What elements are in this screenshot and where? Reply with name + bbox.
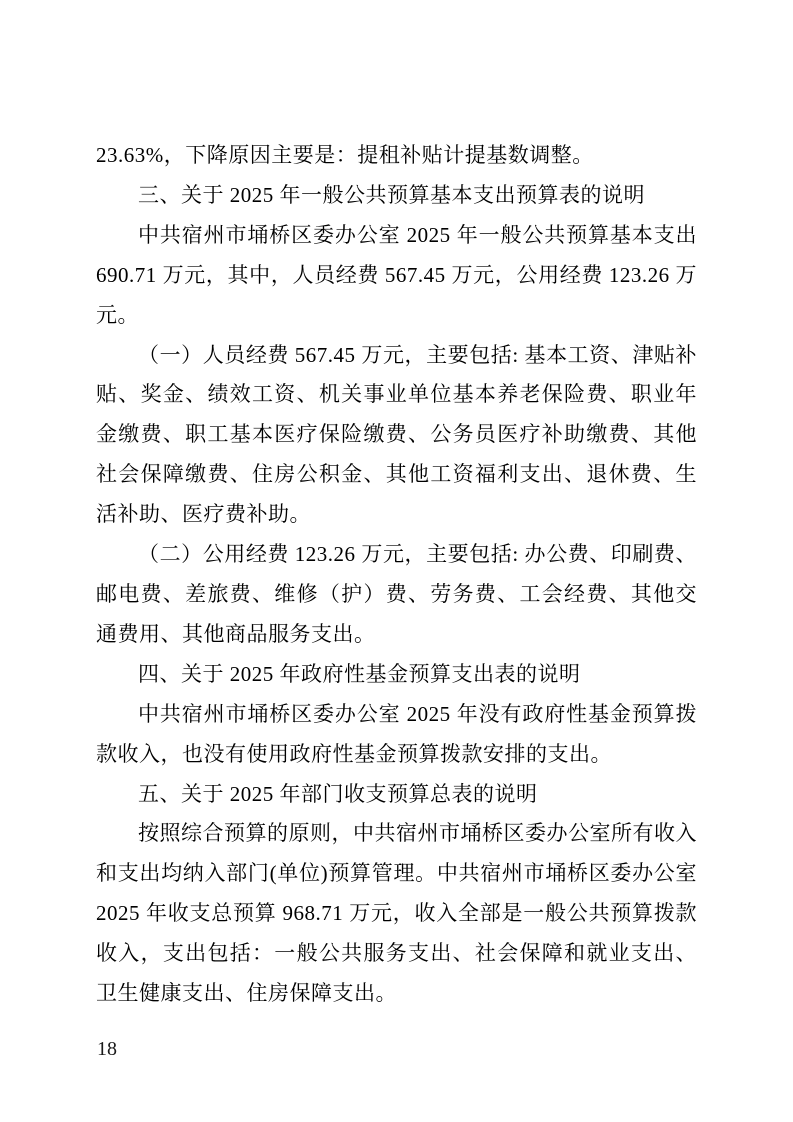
paragraph-basic-expenditure-total: 中共宿州市埇桥区委办公室 2025 年一般公共预算基本支出 690.71 万元，其中，人员经费 567.45 万元，公用经费 123.26 万元。: [96, 222, 697, 327]
paragraph-government-fund-statement: 中共宿州市埇桥区委办公室 2025 年没有政府性基金预算拨款收入，也没有使用政府性基金预算拨款安排的支出。: [96, 701, 697, 766]
paragraph-revenue-expenditure-summary: 按照综合预算的原则，中共宿州市埇桥区委办公室所有收入和支出均纳入部门(单位)预算管理。中共宿州市埇桥区委办公室 2025 年收支总预算 968.71 万元，收入全部是一般公共预算拨款收入，支出包括：一般公共服务支出、社会保障和就业支出、卫生健康支出、住房保障支出。: [96, 821, 697, 1006]
section-heading-government-fund-budget-table: 四、关于 2025 年政府性基金预算支出表的说明: [138, 661, 581, 686]
paragraph-public-expenses: （二）公用经费 123.26 万元，主要包括: 办公费、印刷费、邮电费、差旅费、维修（护）费、劳务费、工会经费、其他交通费用、其他商品服务支出。: [96, 542, 697, 646]
page-number: 18: [97, 1038, 117, 1060]
paragraph-personnel-expenses: （一）人员经费 567.45 万元，主要包括: 基本工资、津贴补贴、奖金、绩效工资、机关事业单位基本养老保险费、职业年金缴费、职工基本医疗保险缴费、公务员医疗补助缴费、其他社会保障缴费、住房公积金、其他工资福利支出、退休费、生活补助、医疗费补助。: [96, 342, 697, 527]
document-text-block: [96, 136, 697, 1014]
paragraph-continuation-decline-reason: 23.63%，下降原因主要是：提租补贴计提基数调整。: [96, 143, 594, 167]
section-heading-basic-expenditure-table: 三、关于 2025 年一般公共预算基本支出预算表的说明: [138, 182, 645, 207]
section-heading-revenue-expenditure-summary-table: 五、关于 2025 年部门收支预算总表的说明: [138, 781, 538, 806]
